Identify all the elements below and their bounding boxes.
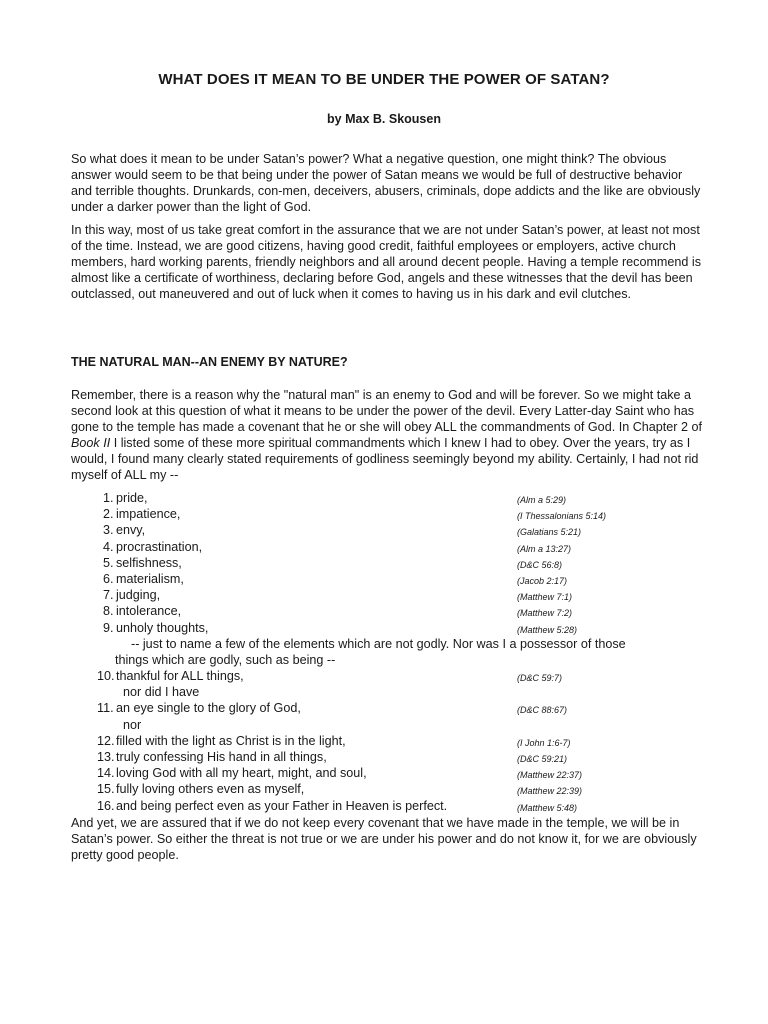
commandments-list	[71, 490, 711, 814]
list-item-text: judging,	[116, 588, 161, 603]
book-title: Book II	[71, 436, 111, 450]
list-item-citation: (Alm a 5:29)	[517, 495, 567, 505]
list-item	[71, 700, 711, 716]
list-item-text: fully loving others even as myself,	[116, 782, 305, 797]
list-item-citation: (Matthew 7:1)	[517, 592, 573, 603]
paragraph-natural-man-text-2: I listed some of these more spiritual commandments which I knew I had to obey. Over the years, try as I would, I found many clearly stated requirements of godliness seemingly beyond my ability. Certainly, I had not rid myself of ALL my --	[71, 436, 699, 482]
ungodly-elements-list	[71, 490, 711, 636]
list-item	[71, 555, 711, 571]
interlude-line-1	[71, 636, 711, 652]
list-item-text: pride,	[116, 491, 148, 505]
list-item-text: intolerance,	[116, 604, 182, 619]
list-item	[71, 798, 711, 814]
list-item-number: 7.	[103, 588, 114, 603]
list-item-citation: (Alm a 13:27)	[517, 543, 572, 554]
list-item-number: 4.	[103, 539, 114, 554]
list-item	[71, 522, 711, 538]
list-item-text: materialism,	[116, 571, 184, 586]
list-item-citation: (D&C 59:7)	[517, 673, 563, 684]
list-item-citation: (Matthew 22:39)	[517, 786, 583, 797]
connector-line-2	[71, 717, 711, 733]
list-item	[71, 668, 711, 684]
list-item-text: loving God with all my heart, might, and soul,	[116, 766, 367, 781]
list-item-number: 2.	[103, 507, 114, 522]
list-item-citation: (Matthew 5:48)	[517, 802, 578, 813]
list-item-text: unholy thoughts,	[116, 620, 209, 635]
list-item	[71, 765, 711, 781]
list-item-number: 1.	[103, 491, 114, 505]
list-item-citation: (Galatians 5:21)	[517, 527, 582, 538]
list-item-text: an eye single to the glory of God,	[116, 701, 301, 716]
list-item-text: impatience,	[116, 507, 181, 522]
document-title: WHAT DOES IT MEAN TO BE UNDER THE POWER OF SATAN?	[158, 71, 610, 88]
list-item-number: 8.	[103, 604, 114, 619]
paragraph-comfort: In this way, most of us take great comfort in the assurance that we are not under Satan’s power, at least not most of the time. Instead, we are good citizens, having good credit, faithful employees or employers, active church members, hard working parents, friendly neighbors and all around decent people. Having a temple recommend is almost like a certificate of worthiness, declaring before God, angels and these witnesses that the devil has been outclassed, out maneuvered and out of luck when it comes to having us in his dark and evil clutches.	[71, 223, 702, 301]
section-heading: THE NATURAL MAN--AN ENEMY BY NATURE?	[71, 355, 348, 369]
list-item-number: 3.	[103, 523, 114, 538]
list-item	[71, 571, 711, 587]
godly-elements-list	[71, 733, 711, 814]
list-item-number: 14.	[97, 766, 115, 781]
paragraph-intro: So what does it mean to be under Satan’s power? What a negative question, one might think? The obvious answer would seem to be that being under the power of Satan means we would be full of destructive behavior and terrible thoughts. Drunkards, con-men, deceivers, abusers, criminals, dope addicts and the like are obviously under a darker power than the light of God.	[71, 152, 701, 214]
list-item	[71, 603, 711, 619]
list-item-number: 9.	[103, 620, 114, 635]
list-item-number: 16.	[97, 798, 115, 813]
list-item	[71, 539, 711, 555]
list-item-text: filled with the light as Christ is in the light,	[116, 733, 346, 748]
list-item-number: 13.	[97, 750, 115, 764]
list-item-text: envy,	[116, 523, 146, 538]
list-item-number: 10.	[97, 669, 115, 684]
connector-text: nor	[123, 717, 142, 732]
list-item-text: thankful for ALL things,	[116, 669, 244, 684]
list-item-citation: (D&C 56:8)	[517, 559, 563, 570]
interlude-text-1: -- just to name a few of the elements which are not godly. Nor was I a possessor of those	[131, 636, 626, 651]
list-item-text: procrastination,	[116, 539, 203, 554]
list-item-text: and being perfect even as your Father in Heaven is perfect.	[116, 798, 448, 813]
list-item	[71, 506, 711, 522]
list-item-citation: (D&C 88:67)	[517, 705, 568, 716]
list-item	[71, 781, 711, 797]
list-item-text: selfishness,	[116, 555, 182, 570]
list-item-citation: (I John 1:6-7)	[517, 737, 571, 748]
paragraph-natural-man	[71, 387, 703, 483]
list-item-number: 12.	[97, 733, 115, 748]
list-item	[71, 749, 711, 765]
connector-text: nor did I have	[123, 685, 200, 700]
list-item-number: 5.	[103, 555, 114, 570]
list-item	[71, 733, 711, 749]
paragraph-natural-man-text-1: Remember, there is a reason why the "natural man" is an enemy to God and will be forever. So we might take a second look at this question of what it means to be under the power of the devil. Every Latter-day Saint who has gone to the temple has made a covenant that he or she will obey ALL the commandments of God. In Chapter 2 of	[71, 388, 703, 434]
list-item	[71, 620, 711, 636]
list-item-citation: (D&C 59:21)	[517, 754, 568, 764]
list-item-number: 6.	[103, 571, 114, 586]
list-item-text: truly confessing His hand in all things,	[116, 750, 327, 764]
list-item-number: 15.	[97, 782, 115, 797]
connector-line-1	[71, 684, 711, 700]
list-item	[71, 587, 711, 603]
list-item-citation: (Jacob 2:17)	[517, 575, 568, 586]
list-item-number: 11.	[97, 701, 114, 716]
list-item-citation: (Matthew 5:28)	[517, 624, 578, 635]
list-item-citation: (Matthew 22:37)	[517, 770, 583, 781]
paragraph-conclusion: And yet, we are assured that if we do not keep every covenant that we have made in the temple, we will be in Satan’s power. So either the threat is not true or we are under his power and do not know it, for we are obviously pretty good people.	[71, 816, 697, 862]
interlude-line-2	[71, 652, 711, 668]
interlude-text-2: things which are godly, such as being --	[115, 652, 336, 667]
list-item	[71, 490, 711, 506]
list-item-citation: (I Thessalonians 5:14)	[517, 511, 607, 522]
author-byline: by Max B. Skousen	[327, 112, 441, 126]
list-item-citation: (Matthew 7:2)	[517, 608, 573, 619]
